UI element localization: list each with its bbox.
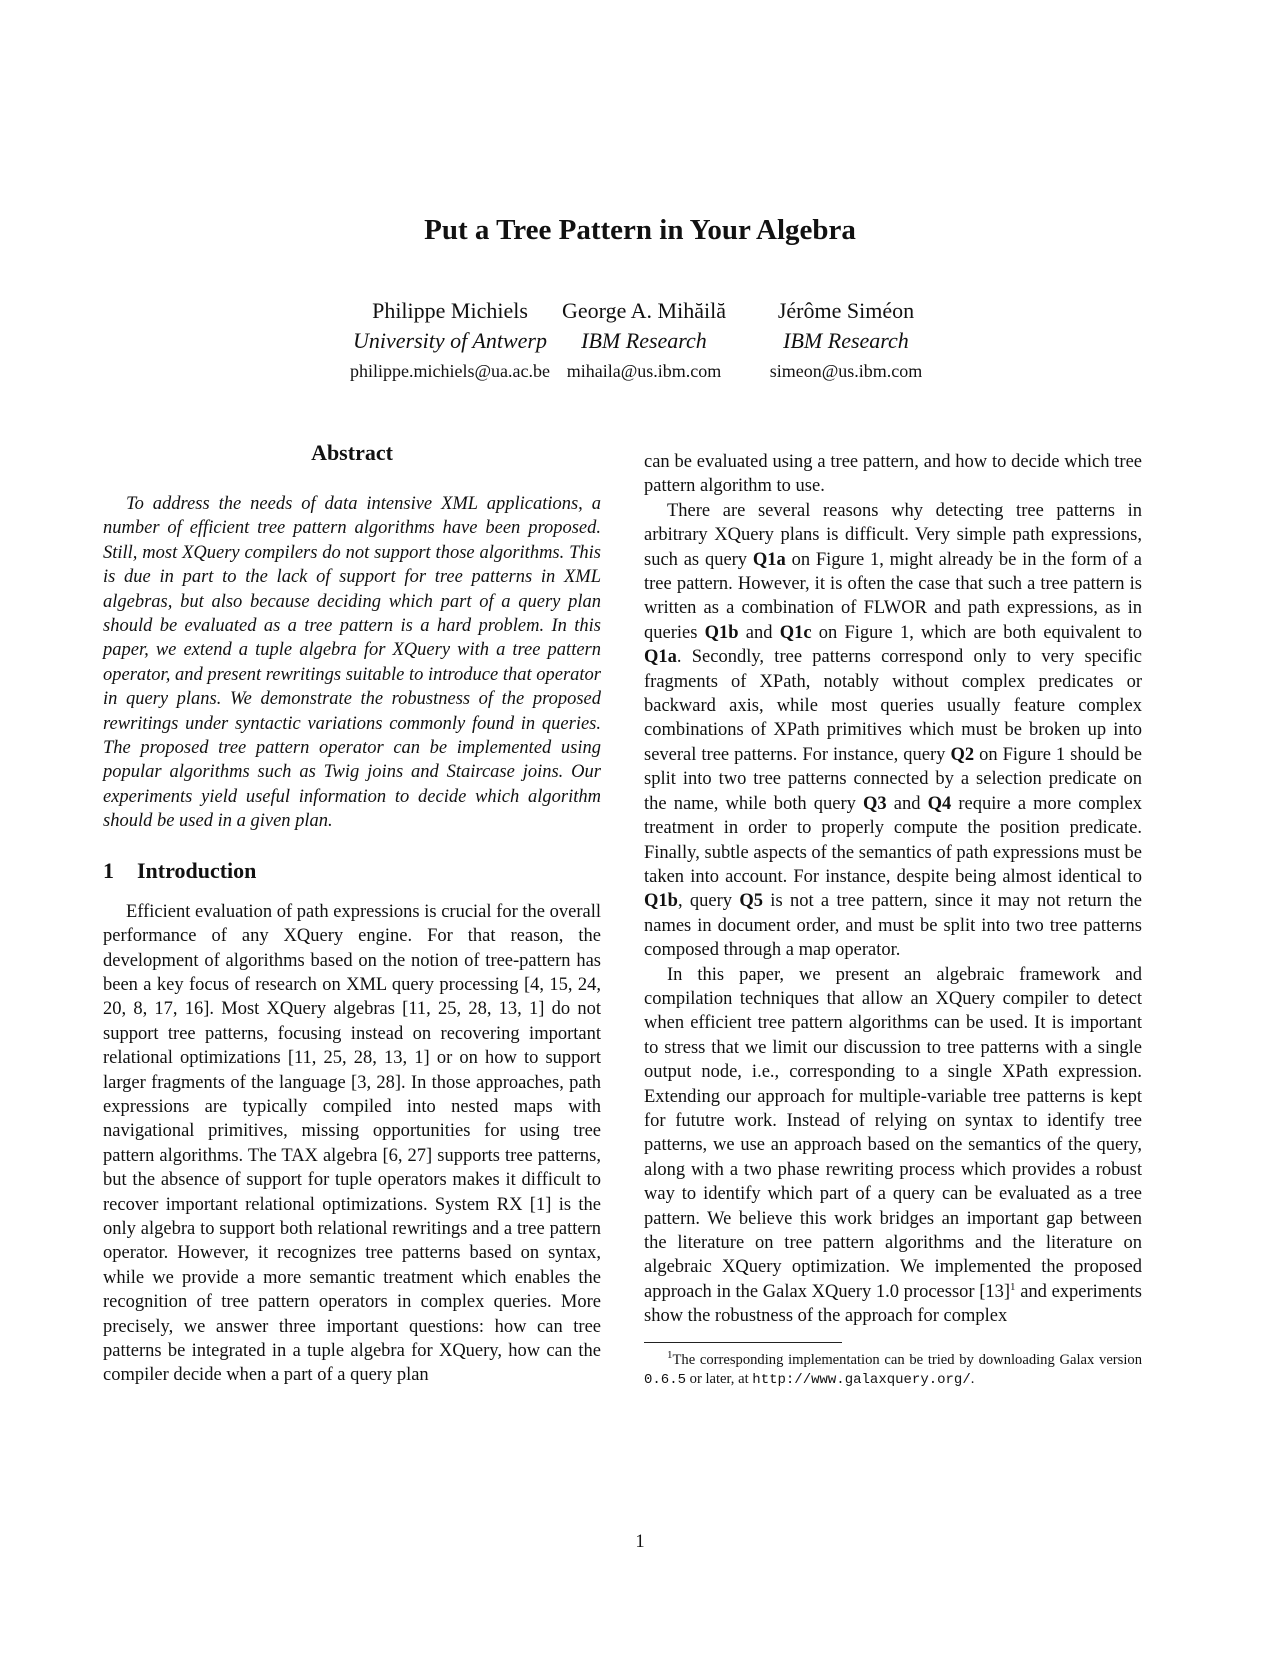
query-ref: Q5 <box>739 891 763 912</box>
footnote: $^1$The corresponding implementation can be tried by downloading Galax version 0.6.5 or later, at http://www.galaxquery.org/. <box>644 1348 1142 1388</box>
author-affiliation: University of Antwerp <box>353 328 547 353</box>
author-email: philippe.michiels@ua.ac.be <box>349 361 550 381</box>
author-name: Philippe Michiels <box>372 298 528 323</box>
author-block-3 <box>696 296 996 386</box>
query-ref: Q1b <box>704 622 739 643</box>
query-ref: Q1a <box>644 647 677 668</box>
query-ref: Q1a <box>752 549 786 570</box>
intro-paragraph: Efficient evaluation of path expressions is crucial for the overall performance of any XQuery engine. For that reason, the development of algorithms based on the notion of tree-pattern has been a key focus of research on XML query processing [4, 15, 24, 20, 8, 17, 16]. Most XQuery algebras [11, 25, 28, 13, 1] do not support tree patterns, focusing instead on recovering important relational optimizations [11, 25, 28, 13, 1] or on how to support larger fragments of the language [3, 28]. In those approaches, path expressions are typically compiled into nested maps with navigational primitives, missing opportunities for using tree pattern algorithms. The TAX algebra [6, 27] supports tree patterns, but the absence of support for tuple operators makes it difficult to recover important relational optimizations. System RX [1] is the only algebra to support both relational rewritings and a tree pattern operator. However, it recognizes tree patterns based on syntax, while we provide a more semantic treatment which enables the recognition of tree pattern operators in complex queries. More precisely, we answer three important questions: how can tree patterns be integrated in a tuple algebra for XQuery, how can the compiler decide when a part of a query plan <box>103 901 601 1386</box>
section-number: 1 <box>103 857 114 883</box>
author-email: simeon@us.ibm.com <box>769 361 923 381</box>
abstract-text: To address the needs of data intensive XML applications, a number of efficient tree pattern algorithms have been proposed. Still, most XQuery compilers do not support those algorithms. This is due in part to the lack of support for tree patterns in XML algebras, but also because deciding which part of a query plan should be evaluated as a tree pattern is a hard problem. In this paper, we extend a tuple algebra for XQuery with a tree pattern operator, and present rewritings suitable to introduce that operator in query plans. We demonstrate the robustness of the proposed rewritings under syntactic variations commonly found in queries. The proposed tree pattern operator can be implemented using popular algorithms such as Twig joins and Staircase joins. Our experiments yield useful information to decide which algorithm should be used in a given plan. <box>103 494 601 832</box>
paragraph-continued: can be evaluated using a tree pattern, and how to decide which tree pattern algorithm to use. <box>644 452 1142 497</box>
left-column <box>103 440 601 1388</box>
author-affiliation: IBM Research <box>783 328 909 353</box>
section-heading <box>103 856 601 886</box>
query-ref: Q3 <box>862 793 887 814</box>
page-number: 1 <box>635 1532 645 1552</box>
query-ref: Q4 <box>927 793 952 814</box>
section-title: Introduction <box>137 857 257 883</box>
footnote-rule <box>644 1342 842 1343</box>
version-code: 0.6.5 <box>644 1371 687 1388</box>
query-ref: Q1c <box>779 622 812 643</box>
paragraph-reasons: There are several reasons why detecting tree patterns in arbitrary XQuery plans is difficult. Very simple path expressions, such as query Q1a on Figure 1, might already be in the form of a tree pattern. However, it is often the case that such a tree pattern is written as a combination of FLWOR and path expressions, as in queries Q1b and Q1c on Figure 1, which are both equivalent to Q1a. Secondly, tree patterns correspond only to very specific fragments of XPath, notably without complex predicates or backward axis, while most queries usually feature complex combinations of XPath primitives which must be broken up into several tree patterns. For instance, query Q2 on Figure 1 should be split into two tree patterns connected by a selection predicate on the name, while both query Q3 and Q4 require a more complex treatment in order to properly compute the position predicate. Finally, subtle aspects of the semantics of path expressions must be taken into account. For instance, despite being almost identical to Q1b, query Q5 is not a tree pattern, since it may not return the names in document order, and must be split into two tree patterns composed through a map operator. <box>644 500 1142 961</box>
footnote-marker: 1 <box>1010 1280 1016 1293</box>
url-link[interactable]: http://www.galaxquery.org/ <box>752 1371 971 1388</box>
paper-title: Put a Tree Pattern in Your Algebra <box>424 214 856 246</box>
right-column <box>644 450 1142 1390</box>
author-name: George A. Mihăilă <box>562 298 726 323</box>
author-name: Jérôme Siméon <box>777 298 915 323</box>
query-ref: Q1b <box>644 891 678 912</box>
paragraph-contribution: In this paper, we present an algebraic framework and compilation techniques that allow an XQuery compiler to detect when efficient tree pattern algorithms can be used. It is important to stress that we limit our discussion to tree patterns with a single output node, i.e., corresponding to a single XPath expression. Extending our approach for multiple-variable tree patterns is kept for fututre work. Instead of relying on syntax to identify tree patterns, we use an approach based on the semantics of the query, along with a two phase rewriting process which provides a robust way to identify which part of a query can be evaluated as a tree pattern. We believe this work bridges an important gap between the literature on tree pattern algorithms and the literature on algebraic XQuery optimization. We implemented the proposed approach in the Galax XQuery 1.0 processor $[13]^1$ and experiments show the robustness of the approach for complex <box>644 964 1143 1327</box>
query-ref: Q2 <box>950 744 975 765</box>
author-email: mihaila@us.ibm.com <box>566 361 722 381</box>
abstract-heading: Abstract <box>311 440 393 465</box>
author-affiliation: IBM Research <box>581 328 707 353</box>
